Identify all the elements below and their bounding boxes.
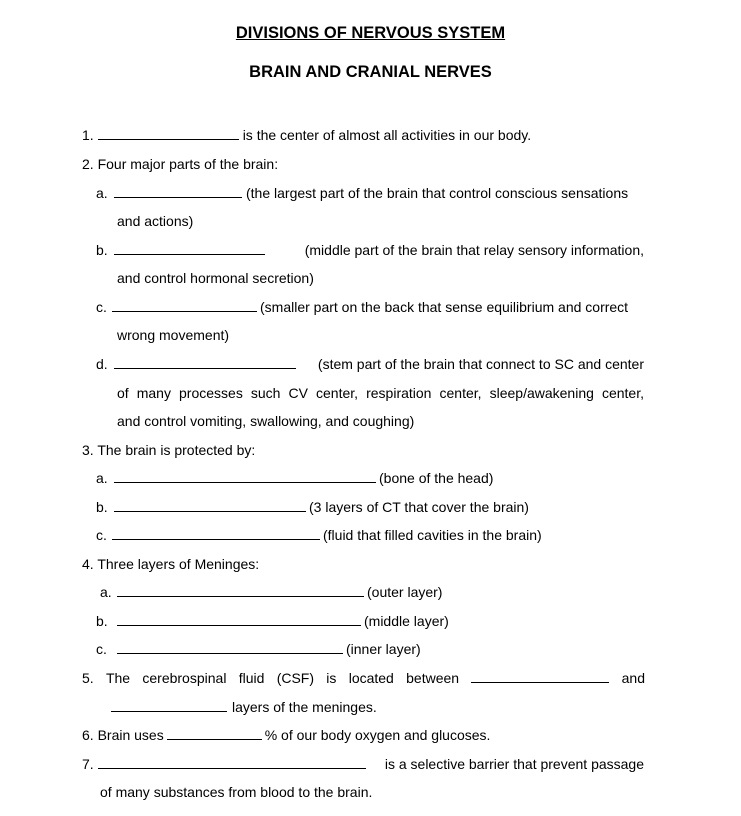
item-text: (smaller part on the back that sense equilibrium and correct	[260, 299, 629, 315]
question-number: 7.	[82, 756, 94, 772]
question-7-cont: of many substances from blood to the brain.	[100, 784, 373, 800]
answer-blank[interactable]	[114, 184, 242, 198]
item-text: of many processes such CV center, respiration center, sleep/awakening center,	[117, 385, 644, 401]
q5-word: between	[406, 670, 460, 686]
question-2a-cont: and actions)	[117, 213, 194, 229]
item-text: (outer layer)	[367, 584, 443, 600]
answer-blank[interactable]	[112, 298, 257, 312]
question-text: is the center of almost all activities in our body.	[242, 127, 532, 143]
question-4-stem: 4. Three layers of Meninges:	[82, 556, 260, 572]
question-1	[82, 126, 531, 144]
page-subtitle: BRAIN AND CRANIAL NERVES	[249, 63, 492, 81]
question-text: 6. Brain uses	[82, 727, 164, 743]
item-label: b.	[96, 242, 108, 258]
item-label: c.	[96, 299, 107, 315]
answer-blank[interactable]	[114, 469, 376, 483]
item-text: (inner layer)	[346, 641, 421, 657]
q5-word: and	[621, 670, 645, 686]
q5-word: is	[326, 670, 337, 686]
q5-word: located	[348, 670, 394, 686]
question-3b	[96, 498, 529, 516]
answer-blank[interactable]	[117, 583, 364, 597]
question-5	[82, 669, 645, 687]
answer-blank[interactable]	[117, 640, 343, 654]
item-text: (middle part of the brain that relay sensory information,	[304, 242, 644, 258]
question-3-stem: 3. The brain is protected by:	[82, 442, 256, 458]
q5-word: (CSF)	[276, 670, 315, 686]
question-4b	[96, 612, 449, 630]
page-title: DIVISIONS OF NERVOUS SYSTEM	[235, 24, 506, 42]
question-2b-cont: and control hormonal secretion)	[117, 270, 314, 286]
answer-blank[interactable]	[114, 498, 306, 512]
question-2d	[96, 355, 644, 373]
q5-word: The	[105, 670, 131, 686]
answer-blank[interactable]	[98, 126, 239, 140]
answer-blank[interactable]	[111, 698, 227, 712]
question-7	[82, 755, 644, 773]
question-2-stem: 2. Four major parts of the brain:	[82, 156, 279, 172]
item-label: a.	[96, 185, 108, 201]
question-number: 1.	[82, 127, 94, 143]
item-text: (fluid that filled cavities in the brain)	[323, 527, 542, 543]
item-label: b.	[96, 613, 108, 629]
item-text: layers of the meninges.	[232, 699, 377, 715]
answer-blank[interactable]	[114, 241, 265, 255]
answer-blank[interactable]	[114, 355, 296, 369]
question-2c	[96, 298, 628, 316]
question-2a	[96, 184, 628, 202]
item-text: (middle layer)	[364, 613, 449, 629]
question-2d-cont2: and control vomiting, swallowing, and coughing)	[117, 413, 415, 429]
answer-blank[interactable]	[98, 755, 366, 769]
question-3c	[96, 526, 542, 544]
question-2b	[96, 241, 644, 259]
item-text: (bone of the head)	[379, 470, 494, 486]
answer-blank[interactable]	[167, 726, 262, 740]
question-4c	[96, 640, 421, 658]
item-label: c.	[96, 641, 107, 657]
q5-word: fluid	[238, 670, 265, 686]
answer-blank[interactable]	[471, 669, 609, 683]
item-text: (3 layers of CT that cover the brain)	[309, 499, 529, 515]
question-6	[82, 726, 490, 744]
answer-blank[interactable]	[112, 526, 320, 540]
question-5-cont	[111, 698, 377, 716]
question-4a	[100, 583, 442, 601]
question-text: % of our body oxygen and glucoses.	[264, 727, 491, 743]
item-label: d.	[96, 356, 108, 372]
item-label: c.	[96, 527, 107, 543]
question-text: is a selective barrier that prevent passage	[384, 756, 644, 772]
item-label: a.	[96, 470, 108, 486]
q5-word: cerebrospinal	[142, 670, 227, 686]
q5-word: 5.	[82, 670, 94, 686]
item-label: a.	[100, 584, 112, 600]
question-3a	[96, 469, 493, 487]
item-text: (the largest part of the brain that control conscious sensations	[246, 185, 629, 201]
question-2c-cont: wrong movement)	[117, 327, 230, 343]
item-text: (stem part of the brain that connect to SC and center	[317, 356, 644, 372]
answer-blank[interactable]	[117, 612, 361, 626]
item-label: b.	[96, 499, 108, 515]
question-2d-cont	[117, 384, 644, 402]
